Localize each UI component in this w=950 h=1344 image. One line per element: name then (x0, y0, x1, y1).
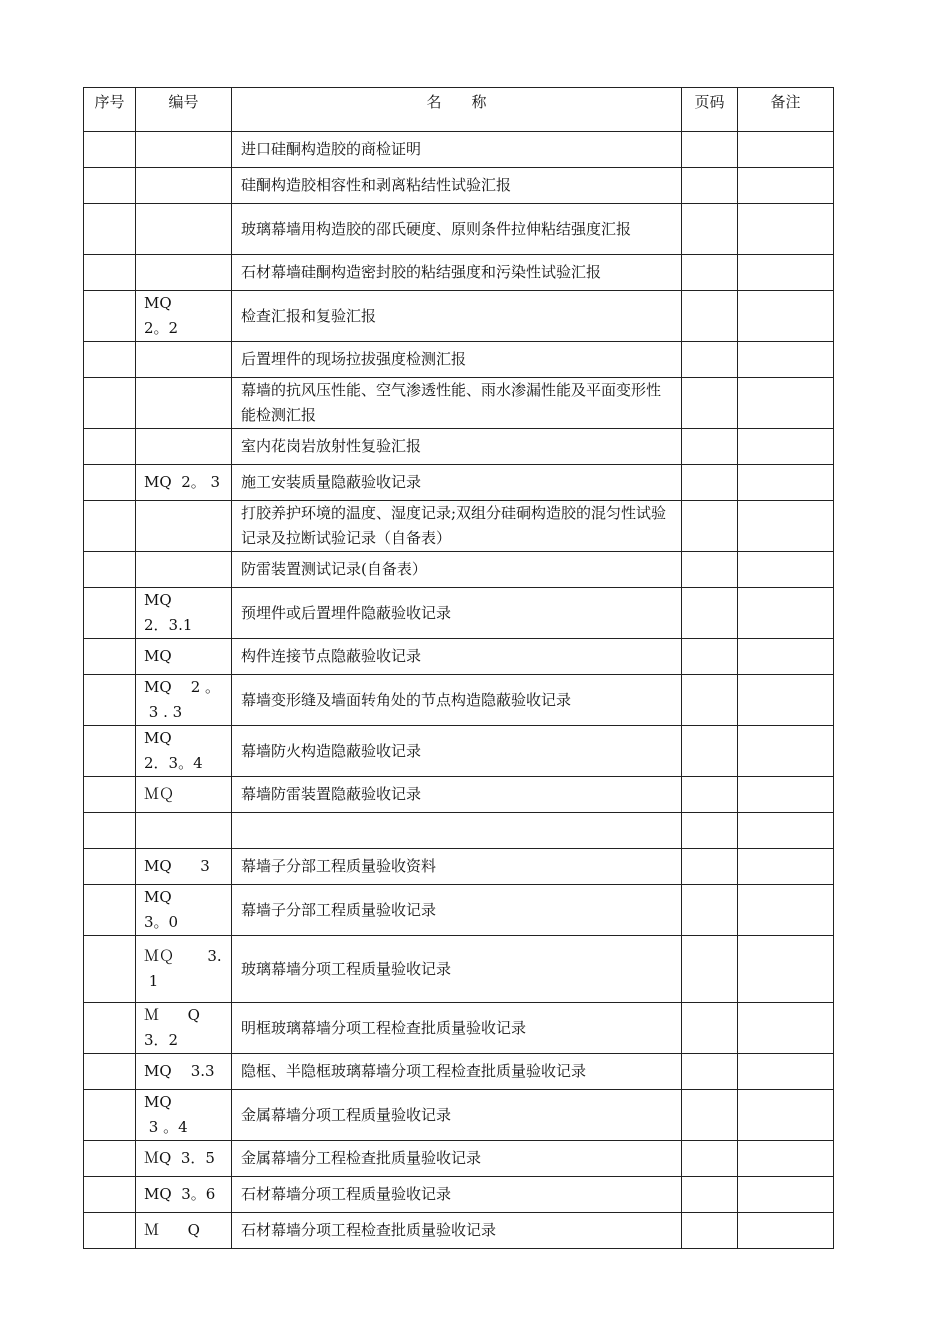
note-cell (738, 552, 834, 588)
name-cell (232, 813, 682, 849)
page-cell (682, 1054, 738, 1090)
name-cell: 金属幕墙分项工程质量验收记录 (232, 1090, 682, 1141)
table-row (84, 813, 834, 849)
note-cell (738, 291, 834, 342)
code-cell: MQ 3。6 (136, 1177, 232, 1213)
seq-cell (84, 255, 136, 291)
code-cell: MQ 2 。 3 . 3 (136, 675, 232, 726)
name-cell: 明框玻璃幕墙分项工程检查批质量验收记录 (232, 1003, 682, 1054)
table-body (84, 132, 834, 1249)
table-row (84, 255, 834, 291)
page-cell (682, 378, 738, 429)
name-cell: 进口硅酮构造胶的商检证明 (232, 132, 682, 168)
code-cell (136, 429, 232, 465)
page-cell (682, 813, 738, 849)
name-cell: 石材幕墙硅酮构造密封胶的粘结强度和污染性试验汇报 (232, 255, 682, 291)
document-table (83, 87, 834, 1249)
header-name: 名 称 (232, 88, 682, 132)
note-cell (738, 1054, 834, 1090)
table-row (84, 936, 834, 1003)
note-cell (738, 168, 834, 204)
code-cell: MQ 2。2 (136, 291, 232, 342)
note-cell (738, 813, 834, 849)
table-row (84, 1054, 834, 1090)
table-row (84, 168, 834, 204)
seq-cell (84, 675, 136, 726)
page-cell (682, 1177, 738, 1213)
name-cell: 玻璃幕墙用构造胶的邵氏硬度、原则条件拉伸粘结强度汇报 (232, 204, 682, 255)
seq-cell (84, 429, 136, 465)
table-row (84, 675, 834, 726)
name-cell: 石材幕墙分项工程检查批质量验收记录 (232, 1213, 682, 1249)
name-cell: 预埋件或后置埋件隐蔽验收记录 (232, 588, 682, 639)
code-cell (136, 378, 232, 429)
page-cell (682, 936, 738, 1003)
page-cell (682, 204, 738, 255)
page-cell (682, 552, 738, 588)
table-row (84, 1090, 834, 1141)
seq-cell (84, 168, 136, 204)
note-cell (738, 777, 834, 813)
table-row (84, 342, 834, 378)
name-cell: 后置埋件的现场拉拔强度检测汇报 (232, 342, 682, 378)
code-cell (136, 168, 232, 204)
page-cell (682, 1141, 738, 1177)
seq-cell (84, 1090, 136, 1141)
table-row (84, 501, 834, 552)
name-cell: 幕墙子分部工程质量验收资料 (232, 849, 682, 885)
page-cell (682, 1003, 738, 1054)
seq-cell (84, 885, 136, 936)
seq-cell (84, 588, 136, 639)
note-cell (738, 342, 834, 378)
name-cell: 室内花岗岩放射性复验汇报 (232, 429, 682, 465)
seq-cell (84, 1213, 136, 1249)
note-cell (738, 1213, 834, 1249)
name-cell: 构件连接节点隐蔽验收记录 (232, 639, 682, 675)
seq-cell (84, 501, 136, 552)
code-cell: MQ 3 (136, 849, 232, 885)
table-row (84, 291, 834, 342)
note-cell (738, 465, 834, 501)
page-cell (682, 132, 738, 168)
seq-cell (84, 132, 136, 168)
table-row (84, 777, 834, 813)
code-cell: MQ (136, 639, 232, 675)
table-row (84, 429, 834, 465)
name-cell: 金属幕墙分工程检查批质量验收记录 (232, 1141, 682, 1177)
page-cell (682, 726, 738, 777)
code-cell: ＭＱ (136, 777, 232, 813)
code-cell: MQ 2．3.1 (136, 588, 232, 639)
name-cell: 幕墙子分部工程质量验收记录 (232, 885, 682, 936)
name-cell: 施工安装质量隐蔽验收记录 (232, 465, 682, 501)
name-cell: 幕墙防火构造隐蔽验收记录 (232, 726, 682, 777)
page-cell (682, 291, 738, 342)
seq-cell (84, 777, 136, 813)
page-cell (682, 465, 738, 501)
page-cell (682, 501, 738, 552)
table-row (84, 885, 834, 936)
seq-cell (84, 639, 136, 675)
note-cell (738, 132, 834, 168)
code-cell: Ｍ Q (136, 1213, 232, 1249)
header-seq: 序号 (84, 88, 136, 132)
table-row (84, 204, 834, 255)
table-row (84, 639, 834, 675)
table-row (84, 465, 834, 501)
seq-cell (84, 204, 136, 255)
code-cell: MQ 3 。4 (136, 1090, 232, 1141)
table-row (84, 132, 834, 168)
code-cell (136, 501, 232, 552)
header-code: 编号 (136, 88, 232, 132)
header-note: 备注 (738, 88, 834, 132)
note-cell (738, 255, 834, 291)
seq-cell (84, 726, 136, 777)
page-cell (682, 168, 738, 204)
note-cell (738, 429, 834, 465)
code-cell (136, 342, 232, 378)
code-cell (136, 813, 232, 849)
table-row (84, 1213, 834, 1249)
code-cell (136, 204, 232, 255)
code-cell (136, 255, 232, 291)
note-cell (738, 849, 834, 885)
note-cell (738, 675, 834, 726)
page-cell (682, 849, 738, 885)
name-cell: 打胶养护环境的温度、湿度记录;双组分硅硐构造胶的混匀性试验记录及拉断试验记录（自备表） (232, 501, 682, 552)
name-cell: 石材幕墙分项工程质量验收记录 (232, 1177, 682, 1213)
code-cell: MQ 3。0 (136, 885, 232, 936)
code-cell: MQ 2。 3 (136, 465, 232, 501)
note-cell (738, 639, 834, 675)
note-cell (738, 1177, 834, 1213)
page-cell (682, 885, 738, 936)
note-cell (738, 726, 834, 777)
name-cell: 幕墙防雷装置隐蔽验收记录 (232, 777, 682, 813)
code-cell: Ｍ Q 3．2 (136, 1003, 232, 1054)
code-cell: MQ 2．3。4 (136, 726, 232, 777)
note-cell (738, 501, 834, 552)
code-cell: MQ 3.3 (136, 1054, 232, 1090)
table-row (84, 849, 834, 885)
code-cell (136, 552, 232, 588)
seq-cell (84, 1141, 136, 1177)
note-cell (738, 885, 834, 936)
page-cell (682, 777, 738, 813)
header-row (84, 88, 834, 132)
table-row (84, 1177, 834, 1213)
table-row (84, 588, 834, 639)
table-row (84, 726, 834, 777)
seq-cell (84, 813, 136, 849)
name-cell: 幕墙的抗风压性能、空气渗透性能、雨水渗漏性能及平面变形性能检测汇报 (232, 378, 682, 429)
seq-cell (84, 849, 136, 885)
seq-cell (84, 465, 136, 501)
seq-cell (84, 1054, 136, 1090)
seq-cell (84, 1177, 136, 1213)
page-cell (682, 1213, 738, 1249)
note-cell (738, 378, 834, 429)
page-cell (682, 639, 738, 675)
seq-cell (84, 552, 136, 588)
table-row (84, 378, 834, 429)
note-cell (738, 588, 834, 639)
table-row (84, 1141, 834, 1177)
page-cell (682, 675, 738, 726)
note-cell (738, 204, 834, 255)
note-cell (738, 936, 834, 1003)
code-cell: ＭＱ 3. 1 (136, 936, 232, 1003)
seq-cell (84, 1003, 136, 1054)
header-page: 页码 (682, 88, 738, 132)
table-row (84, 1003, 834, 1054)
name-cell: 隐框、半隐框玻璃幕墙分项工程检查批质量验收记录 (232, 1054, 682, 1090)
note-cell (738, 1003, 834, 1054)
name-cell: 幕墙变形缝及墙面转角处的节点构造隐蔽验收记录 (232, 675, 682, 726)
page-cell (682, 588, 738, 639)
name-cell: 检查汇报和复验汇报 (232, 291, 682, 342)
seq-cell (84, 378, 136, 429)
seq-cell (84, 936, 136, 1003)
seq-cell (84, 291, 136, 342)
page-cell (682, 255, 738, 291)
page-cell (682, 1090, 738, 1141)
name-cell: 玻璃幕墙分项工程质量验收记录 (232, 936, 682, 1003)
code-cell (136, 132, 232, 168)
table-row (84, 552, 834, 588)
note-cell (738, 1090, 834, 1141)
page-cell (682, 429, 738, 465)
page-cell (682, 342, 738, 378)
name-cell: 硅酮构造胶相容性和剥离粘结性试验汇报 (232, 168, 682, 204)
code-cell: ＭQ 3．5 (136, 1141, 232, 1177)
note-cell (738, 1141, 834, 1177)
seq-cell (84, 342, 136, 378)
name-cell: 防雷装置测试记录(自备表） (232, 552, 682, 588)
